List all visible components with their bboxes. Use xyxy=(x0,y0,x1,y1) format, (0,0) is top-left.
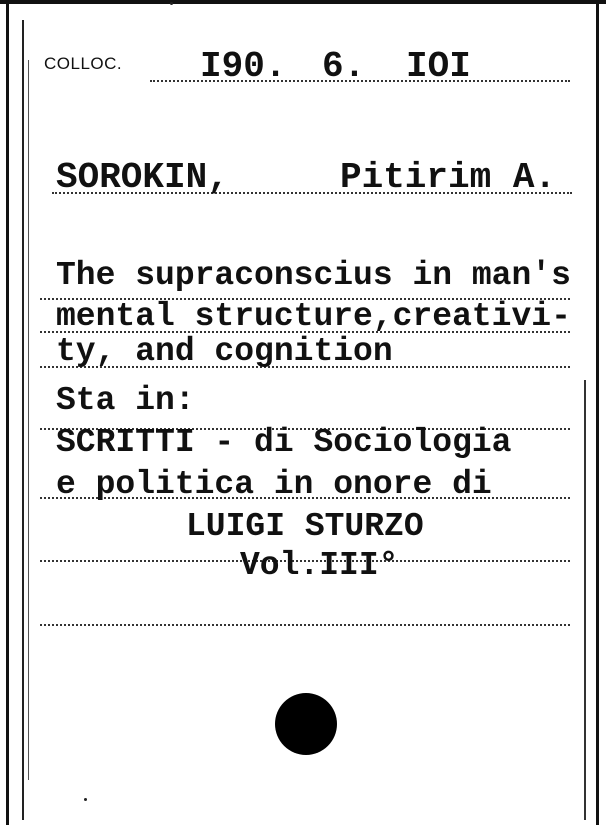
blank-dotted-line xyxy=(40,624,570,626)
colloc-number-1: I90. xyxy=(200,46,287,87)
card-right-rule xyxy=(584,380,586,820)
card-right-edge xyxy=(596,0,599,825)
speck-1 xyxy=(84,798,87,801)
speck-2 xyxy=(170,2,173,5)
title-line-2: mental structure,creativi- xyxy=(56,298,571,335)
title-line-1: The supraconscius in man's xyxy=(56,257,571,294)
card-left-rule-thin xyxy=(28,60,29,780)
author-given-name: Pitirim A. xyxy=(340,157,557,198)
author-surname: SOROKIN, xyxy=(56,157,229,198)
card-left-edge xyxy=(6,0,9,825)
source-line-2: e politica in onore di xyxy=(56,466,492,503)
colloc-number-2: 6. xyxy=(322,46,366,87)
card-top-edge xyxy=(0,0,606,4)
card-left-rule xyxy=(22,20,24,820)
source-line-1: SCRITTI - di Sociologia xyxy=(56,424,512,461)
colloc-number-3: IOI xyxy=(406,46,471,87)
punch-hole xyxy=(275,693,337,755)
source-line-3: LUIGI STURZO xyxy=(186,508,424,545)
title-line-3: ty, and cognition xyxy=(56,333,393,370)
colloc-label: COLLOC. xyxy=(44,54,123,73)
source-line-4: Vol.III° xyxy=(240,547,399,584)
sta-in-label: Sta in: xyxy=(56,382,195,419)
